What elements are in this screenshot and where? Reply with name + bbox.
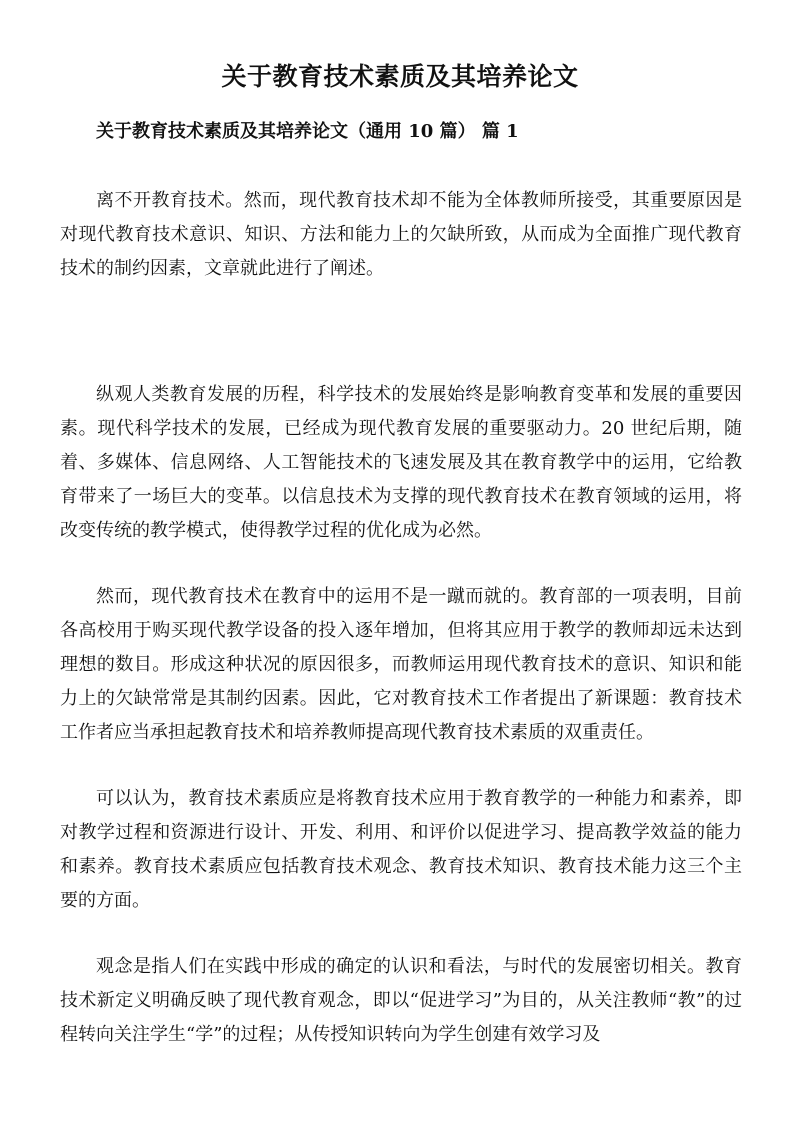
document-subtitle: 关于教育技术素质及其培养论文（通用 10 篇） 篇 1 [96,121,519,142]
paragraph-1: 离不开教育技术。然而，现代教育技术却不能为全体教师所接受，其重要原因是对现代教育技术意识、知识、方法和能力上的欠缺所致，从而成为全面推广现代教育技术的制约因素，文章就此进行了阐述。 [60,190,742,279]
paragraph-3: 然而，现代教育技术在教育中的运用不是一蹴而就的。教育部的一项表明，目前各高校用于购买现代教学设备的投入逐年增加，但将其应用于教学的教师却远未达到理想的数目。形成这种状况的原因很多，而教师运用现代教育技术的意识、知识和能力上的欠缺常常是其制约因素。因此，它对教育技术工作者提出了新课题：教育技术工作者应当承担起教育技术和培养教师提高现代教育技术素质的双重责任。 [60,586,742,743]
paragraph-5: 观念是指人们在实践中形成的确定的认识和看法，与时代的发展密切相关。教育技术新定义明确反映了现代教育观念，即以“促进学习”为目的，从关注教师“教”的过程转向关注学生“学”的过程；从传授知识转向为学生创建有效学习及 [60,956,742,1045]
paragraph-4: 可以认为，教育技术素质应是将教育技术应用于教育教学的一种能力和素养，即对教学过程和资源进行设计、开发、利用、和评价以促进学习、提高教学效益的能力和素养。教育技术素质应包括教育技术观念、教育技术知识、教育技术能力这三个主要的方面。 [60,788,742,911]
document-title: 关于教育技术素质及其培养论文 [221,62,579,91]
document-body [60,184,742,1052]
paragraph-2: 纵观人类教育发展的历程，科学技术的发展始终是影响教育变革和发展的重要因素。现代科学技术的发展，已经成为现代教育发展的重要驱动力。20 世纪后期，随着、多媒体、信息网络、人工智能技术的飞速发展及其在教育教学中的运用，它给教育带来了一场巨大的变革。以信息技术为支撑的现代教育技术在教育领域的运用，将改变传统的教学模式，使得教学过程的优化成为必然。 [60,384,742,541]
